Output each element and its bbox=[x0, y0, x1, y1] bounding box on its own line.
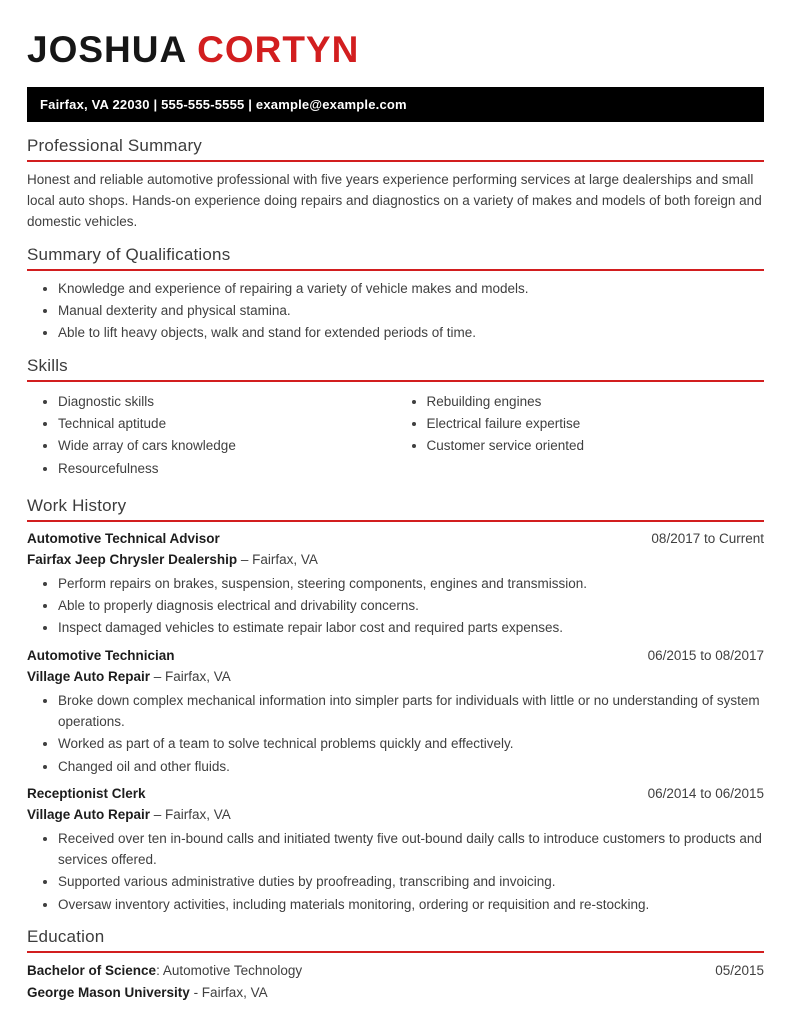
skill-item: • Rebuilding engines bbox=[427, 391, 765, 412]
bullet-item: • Knowledge and experience of repairing a variety of vehicle makes and models. bbox=[58, 278, 764, 299]
skill-item: • Resourcefulness bbox=[58, 458, 396, 479]
bullet-item: • Changed oil and other fluids. bbox=[58, 756, 764, 777]
job-company: Fairfax Jeep Chrysler Dealership bbox=[27, 551, 238, 567]
skills-list-right bbox=[396, 391, 765, 480]
professional-summary-text: Honest and reliable automotive professional with five years experience performing services at large dealerships and small local auto shops. Hands-on experience doing repairs and diagnostics on a variety of makes and models of both foreign and domestic vehicles. bbox=[27, 171, 762, 230]
job-header-row bbox=[27, 646, 764, 667]
school-name: George Mason University bbox=[27, 985, 190, 1001]
section-work-history bbox=[27, 496, 764, 915]
section-qualifications bbox=[27, 245, 764, 344]
skill-item: • Electrical failure expertise bbox=[427, 413, 765, 434]
skill-item: • Wide array of cars knowledge bbox=[58, 435, 396, 456]
job-location: – Fairfax, VA bbox=[150, 806, 231, 822]
bullet-item: • Supported various administrative duties by proofreading, transcribing and invoicing. bbox=[58, 871, 764, 892]
contact-info: Fairfax, VA 22030 | 555-555-5555 | example@example.com bbox=[40, 96, 407, 112]
school-location: - Fairfax, VA bbox=[189, 985, 268, 1001]
bullet-item: • Worked as part of a team to solve technical problems quickly and effectively. bbox=[58, 733, 764, 754]
job-bullets bbox=[27, 828, 764, 915]
job-entry bbox=[27, 529, 764, 639]
education-school-row bbox=[27, 982, 764, 1004]
last-name: CORTYN bbox=[197, 29, 360, 70]
degree-field: : Automotive Technology bbox=[156, 963, 303, 979]
job-bullets bbox=[27, 573, 764, 639]
job-dates: 06/2015 to 08/2017 bbox=[647, 647, 764, 663]
job-dates: 08/2017 to Current bbox=[651, 530, 764, 546]
skills-columns bbox=[27, 389, 764, 484]
bullet-item: • Oversaw inventory activities, including materials monitoring, ordering or requisition and re-stocking. bbox=[58, 894, 764, 915]
job-title: Automotive Technician bbox=[27, 647, 175, 663]
professional-summary-title: Professional Summary bbox=[27, 136, 764, 162]
education-degree-row bbox=[27, 960, 764, 982]
degree-line bbox=[27, 960, 302, 982]
qualifications-list bbox=[27, 278, 764, 344]
job-company: Village Auto Repair bbox=[27, 806, 151, 822]
qualifications-title: Summary of Qualifications bbox=[27, 245, 764, 271]
job-dates: 06/2014 to 06/2015 bbox=[647, 785, 764, 801]
bullet-item: • Manual dexterity and physical stamina. bbox=[58, 300, 764, 321]
skills-title: Skills bbox=[27, 356, 764, 382]
education-title: Education bbox=[27, 927, 764, 953]
job-location: – Fairfax, VA bbox=[237, 551, 318, 567]
job-title: Automotive Technical Advisor bbox=[27, 530, 220, 546]
bullet-item: • Inspect damaged vehicles to estimate repair labor cost and required parts expenses. bbox=[58, 617, 764, 638]
bullet-item: • Broke down complex mechanical information into simpler parts for individuals with little or no understanding of system operations. bbox=[58, 690, 764, 733]
job-header-row bbox=[27, 529, 764, 550]
job-entry bbox=[27, 646, 764, 777]
bullet-item: • Able to properly diagnosis electrical and drivability concerns. bbox=[58, 595, 764, 616]
skill-item: • Diagnostic skills bbox=[58, 391, 396, 412]
job-company-line bbox=[27, 805, 764, 826]
bullet-item: • Able to lift heavy objects, walk and stand for extended periods of time. bbox=[58, 322, 764, 343]
section-education bbox=[27, 927, 764, 1004]
degree-name: Bachelor of Science bbox=[27, 963, 157, 979]
skills-list-left bbox=[27, 391, 396, 480]
job-title: Receptionist Clerk bbox=[27, 785, 146, 801]
candidate-name bbox=[27, 30, 764, 71]
job-location: – Fairfax, VA bbox=[150, 668, 231, 684]
job-company-line bbox=[27, 667, 764, 688]
section-skills bbox=[27, 356, 764, 484]
bullet-item: • Perform repairs on brakes, suspension, steering components, engines and transmission. bbox=[58, 573, 764, 594]
first-name: JOSHUA bbox=[27, 29, 186, 70]
job-company: Village Auto Repair bbox=[27, 668, 151, 684]
education-dates: 05/2015 bbox=[715, 963, 764, 979]
bullet-item: • Received over ten in-bound calls and initiated twenty five out-bound daily calls to introduce customers to products and services offered. bbox=[58, 828, 764, 871]
skill-item: • Customer service oriented bbox=[427, 435, 765, 456]
job-bullets bbox=[27, 690, 764, 777]
contact-bar bbox=[27, 87, 764, 122]
job-header-row bbox=[27, 784, 764, 805]
skill-item: • Technical aptitude bbox=[58, 413, 396, 434]
job-entry bbox=[27, 784, 764, 915]
section-professional-summary bbox=[27, 136, 764, 233]
job-company-line bbox=[27, 550, 764, 571]
work-history-title: Work History bbox=[27, 496, 764, 522]
